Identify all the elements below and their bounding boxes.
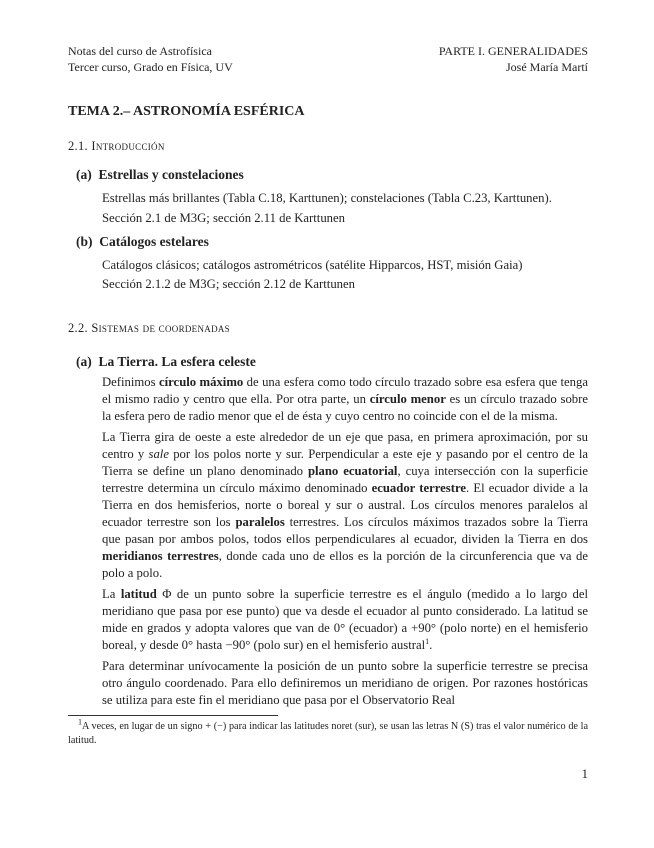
author: José María Martí [506, 60, 588, 74]
term: paralelos [235, 515, 285, 529]
text-run: . El ecuador divide a la Tierra en dos hemisferios, norte o boreal y sur o austral. Los círculos menores paralelos al ecuador terrestre son los [102, 481, 588, 529]
subsection-label: (b) [76, 234, 93, 249]
subsection-label: (a) [76, 354, 92, 369]
text-run: A veces, en lugar de un signo + (−) para indicar las latitudes noret (sur), se usan las letras N (S) tras el valor numérico de la latitud. [68, 721, 588, 746]
paragraph [102, 429, 588, 582]
text-run: por los polos norte y sur. Perpendicular a este eje y pasando por el centro de la Tierra se define un plano denominado [102, 447, 588, 478]
term: plano ecuatorial [307, 464, 398, 478]
subsection-title: Estrellas y constelaciones [98, 167, 244, 182]
subsection-heading [76, 353, 588, 371]
footnote-mark: 1 [78, 717, 82, 727]
term: latitud [120, 587, 157, 601]
page-header [68, 43, 588, 75]
footnote-ref[interactable]: 1 [425, 636, 430, 646]
term: meridianos terrestres [102, 549, 219, 563]
text-run: sale [148, 447, 169, 461]
subsection-label: (a) [76, 167, 92, 182]
paragraph [102, 586, 588, 654]
text-run: terrestres. Los círculos máximos trazados sobre la Tierra que pasan por ambos polos, todos ellos perpendiculares al ecuador, dividen la Tierra en dos [102, 515, 588, 546]
text-line: Sección 2.1.2 de M3G; sección 2.12 de Karttunen [102, 277, 355, 291]
text-run: , cuya intersección con la superficie terrestre determina un círculo máximo denominado [102, 464, 588, 495]
text-run: es un círculo trazado sobre la esfera pero de radio menor que el de ésta y cuyo centro no coincide con el de la misma. [102, 392, 588, 423]
subsection-title: Catálogos estelares [99, 234, 209, 249]
subsection-heading [76, 166, 588, 184]
footnote-rule [68, 715, 278, 716]
section-heading-introduccion: 2.1. Introducción [68, 139, 165, 153]
text-run: La Tierra gira de oeste a este alrededor de un eje que pasa, en primera aproximación, por su centro y [102, 430, 588, 461]
text-line: Estrellas más brillantes (Tabla C.18, Karttunen); constelaciones (Tabla C.23, Karttunen). [102, 191, 552, 205]
text-run: de una esfera como todo círculo trazado sobre esa esfera que tenga el mismo radio y centro que ella. Por otra parte, un [102, 375, 588, 406]
header-left [68, 43, 233, 75]
subsection-heading [76, 233, 588, 251]
term: ecuador terrestre [371, 481, 466, 495]
paragraph [102, 374, 588, 425]
text-line: Catálogos clásicos; catálogos astrométricos (satélite Hipparcos, HST, misión Gaia) [102, 258, 523, 272]
footnote [68, 717, 588, 748]
text-run: . [429, 638, 433, 652]
part-title: PARTE I. GENERALIDADES [438, 44, 588, 58]
text-run: Φ de un punto sobre la superficie terrestre es el ángulo (medido a lo largo del meridiano que pasa por ese punto) que va desde el ecuador al punto considerado. La latitud se mide en grados y adopta valores que van de 0° (ecuador) a +90° (polo norte) en el hemisferio boreal, y desde 0° hasta −90° (polo sur) en el hemisferio austral [102, 587, 588, 652]
course-year: Tercer curso, Grado en Física, UV [68, 60, 233, 74]
text-run: La [102, 587, 121, 601]
subsection-title: La Tierra. La esfera celeste [98, 354, 256, 369]
chapter-title: TEMA 2.– ASTRONOMÍA ESFÉRICA [68, 104, 305, 119]
term: círculo menor [369, 392, 446, 406]
course-name: Notas del curso de Astrofísica [68, 44, 212, 58]
section-heading-sistemas: 2.2. Sistemas de coordenadas [68, 321, 230, 335]
header-right [439, 43, 588, 75]
page-number: 1 [581, 767, 588, 781]
text-run: , donde cada uno de ellos es la porción de la circunferencia que va de polo a polo. [102, 549, 588, 580]
text-line: Sección 2.1 de M3G; sección 2.11 de Karttunen [102, 211, 345, 225]
paragraph: Para determinar unívocamente la posición de un punto sobre la superficie terrestre se precisa otro ángulo coordenado. Para ello definiremos un meridiano de origen. Por razones hostóricas se utiliza para este fin el meridiano que pasa por el Observatorio Real [102, 659, 588, 707]
term: círculo máximo [159, 375, 244, 389]
text-run: Definimos [102, 375, 159, 389]
